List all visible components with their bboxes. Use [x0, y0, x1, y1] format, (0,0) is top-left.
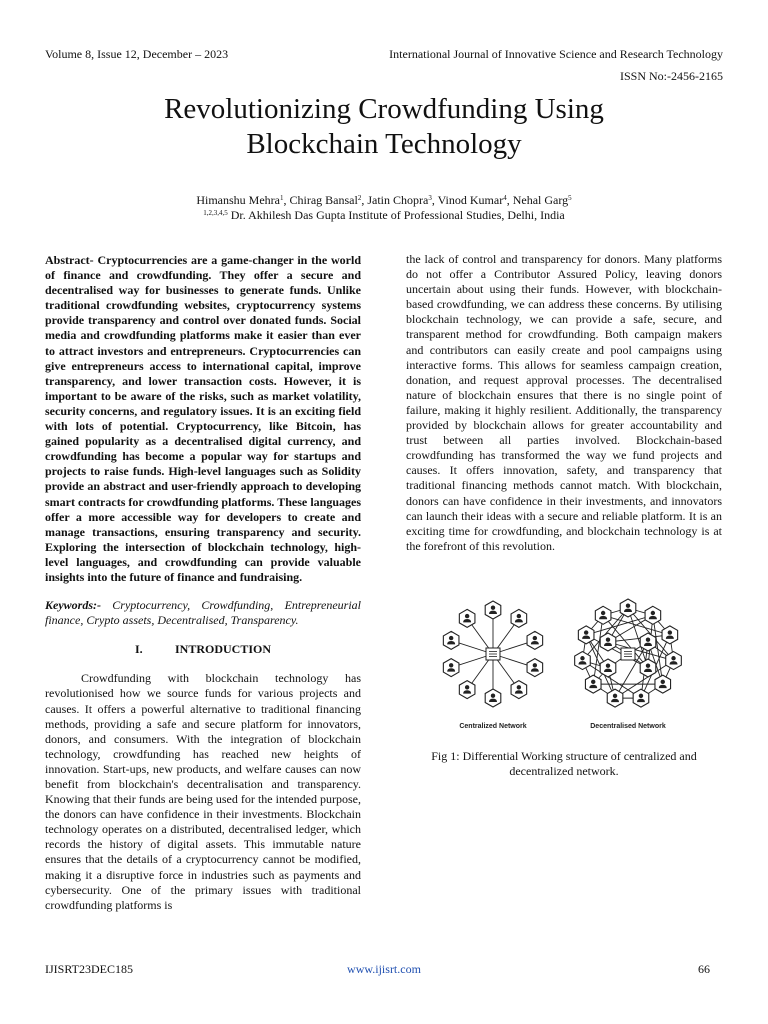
- centralized-network-label: Centralized Network: [459, 723, 527, 730]
- title-line-1: Revolutionizing Crowdfunding Using: [164, 93, 604, 125]
- user-hexagon-icon: [640, 633, 656, 651]
- centralized-network-diagram: [443, 601, 542, 707]
- abstract: Abstract- Cryptocurrencies are a game-changer in the world of finance and crowdfunding. They offer a secure and decentralised way for businesses to generate funds. Unlike traditional crowdfunding websites, cryptocurrency systems provide transparency and control over donated funds. Social media and crowdfunding platforms make it easier than ever to attract investors and entrepreneurs. Cryptocurrencies can give entrepreneurs access to international capital, improve transparency, and lower transaction costs. However, it is important to be aware of the risks, such as market volatility, security concerns, and regulatory issues. It is an exciting field with lots of potential. Cryptocurrency, like Bitcoin, has gained popularity as a decentralised digital currency, and crowdfunding has become a popular way for startups and projects to raise funds. High-level languages such as Solidity provide an abstract and user-friendly approach to developing smart contracts for crowdfunding platforms. These languages offer a more accessible way for developers to create and manage transactions, ensuring transparency and security. Exploring the intersection of blockchain technology, high-level languages, and crowdfunding can provide valuable insights into the future of finance and fundraising.: [45, 253, 361, 584]
- paper-id: IJISRT23DEC185: [45, 962, 133, 976]
- author-4-sup: 4: [503, 194, 507, 202]
- authors: [0, 191, 768, 207]
- user-hexagon-icon: [595, 606, 611, 624]
- author-2: , Chirag Bansal: [283, 193, 358, 207]
- right-column-text: the lack of control and transparency for donors. Many platforms do not offer a Contributor Assured Policy, leaving donors uncertain about using their funds. However, with blockchain-based crowdfunding, we can address these concerns. By utilising blockchain technology, we can provide a safe, secure, and transparent method for crowdfunding. Both campaign makers and contributors can easily create and pool campaigns using interactive forms. This allows for seamless campaign creation, donation, and request approval processes. The decentralised nature of blockchain ensures that there is no single point of failure, making it highly resilient. Additionally, the transparency provided by blockchain allows for greater accountability and trust between all parties involved. Blockchain-based crowdfunding has transformed the way we fund projects and causes. It offers innovation, safety, and transparency that traditional financing methods cannot match. With blockchain, donors can have confidence in their investments, and innovators can launch their ideas with a secure and reliable platform. It is an exciting time for crowdfunding, and blockchain technology is at the forefront of this revolution.: [406, 252, 722, 553]
- user-hexagon-icon: [527, 631, 543, 649]
- user-hexagon-icon: [459, 681, 475, 699]
- issn: ISSN No:-2456-2165: [619, 69, 723, 83]
- user-hexagon-icon: [607, 689, 623, 707]
- author-4: , Vinod Kumar: [431, 193, 504, 207]
- author-3-sup: 3: [428, 194, 432, 202]
- user-hexagon-icon: [527, 659, 543, 677]
- page-number: 66: [698, 962, 710, 976]
- user-hexagon-icon: [645, 606, 661, 624]
- section-title: INTRODUCTION: [174, 642, 271, 657]
- user-hexagon-icon: [620, 599, 636, 617]
- author-3: , Jatin Chopra: [361, 193, 429, 207]
- user-hexagon-icon: [633, 689, 649, 707]
- section-heading: [45, 642, 361, 657]
- decentralized-network-label: Decentralised Network: [590, 723, 666, 730]
- user-hexagon-icon: [443, 659, 459, 677]
- user-hexagon-icon: [655, 675, 671, 693]
- section-number: I.: [134, 642, 143, 657]
- keywords: [45, 598, 361, 628]
- affiliation: [0, 206, 768, 222]
- author-1-sup: 1: [280, 194, 284, 202]
- user-hexagon-icon: [443, 631, 459, 649]
- user-hexagon-icon: [485, 689, 501, 707]
- author-5: , Nehal Garg: [506, 193, 569, 207]
- volume-info: Volume 8, Issue 12, December – 2023: [45, 47, 229, 61]
- user-hexagon-icon: [666, 652, 682, 670]
- left-column: [45, 253, 361, 913]
- user-hexagon-icon: [578, 626, 594, 644]
- title-line-2: Blockchain Technology: [246, 128, 522, 160]
- central-ledger-icon: [486, 648, 500, 660]
- right-column: [406, 252, 722, 554]
- keywords-text: Cryptocurrency, Crowdfunding, Entrepreneurial finance, Crypto assets, Decentralised, Transparency.: [45, 598, 361, 628]
- affiliation-sup: 1,2,3,4,5: [203, 209, 228, 217]
- decentralized-network-diagram: [575, 599, 682, 707]
- network-figure: [420, 596, 710, 736]
- introduction-text: Crowdfunding with blockchain technology has revolutionised how we source funds for various projects and causes. It offers a powerful alternative to traditional financing methods, providing a safe and secure platform for innovators, donors, and consumers. With the integration of blockchain technology, crowdfunding has reached new heights of innovation. Start-ups, new products, and welfare causes can now benefit from blockchain's decentralisation and transparency. Knowing that their funds are being used for the intended purpose, the donors can have confidence in their investments. Blockchain technology operates on a distributed, decentralised ledger, which records the history of digital assets. This immutable nature ensures that the details of a cryptocurrency cannot be modified, making it a disruptive force in industries such as payments and cybersecurity. One of the primary issues with traditional crowdfunding platforms is: [45, 671, 361, 912]
- paper-title: [0, 92, 768, 162]
- affiliation-text: Dr. Akhilesh Das Gupta Institute of Professional Studies, Delhi, India: [227, 208, 565, 222]
- user-hexagon-icon: [459, 609, 475, 627]
- user-hexagon-icon: [640, 659, 656, 677]
- distributed-ledger-icon: [621, 648, 635, 660]
- user-hexagon-icon: [485, 601, 501, 619]
- author-1: Himanshu Mehra: [196, 193, 280, 207]
- user-hexagon-icon: [585, 675, 601, 693]
- user-hexagon-icon: [600, 633, 616, 651]
- user-hexagon-icon: [600, 659, 616, 677]
- author-5-sup: 5: [568, 194, 572, 202]
- author-2-sup: 2: [357, 194, 362, 202]
- user-hexagon-icon: [575, 652, 591, 670]
- keywords-label: Keywords:-: [45, 598, 101, 613]
- user-hexagon-icon: [511, 681, 527, 699]
- user-hexagon-icon: [662, 626, 678, 644]
- journal-website-link[interactable]: www.ijisrt.com: [347, 962, 421, 976]
- user-hexagon-icon: [511, 609, 527, 627]
- figure-caption: Fig 1: Differential Working structure of centralized and decentralized network.: [431, 749, 697, 778]
- journal-name: International Journal of Innovative Science and Research Technology: [389, 47, 723, 61]
